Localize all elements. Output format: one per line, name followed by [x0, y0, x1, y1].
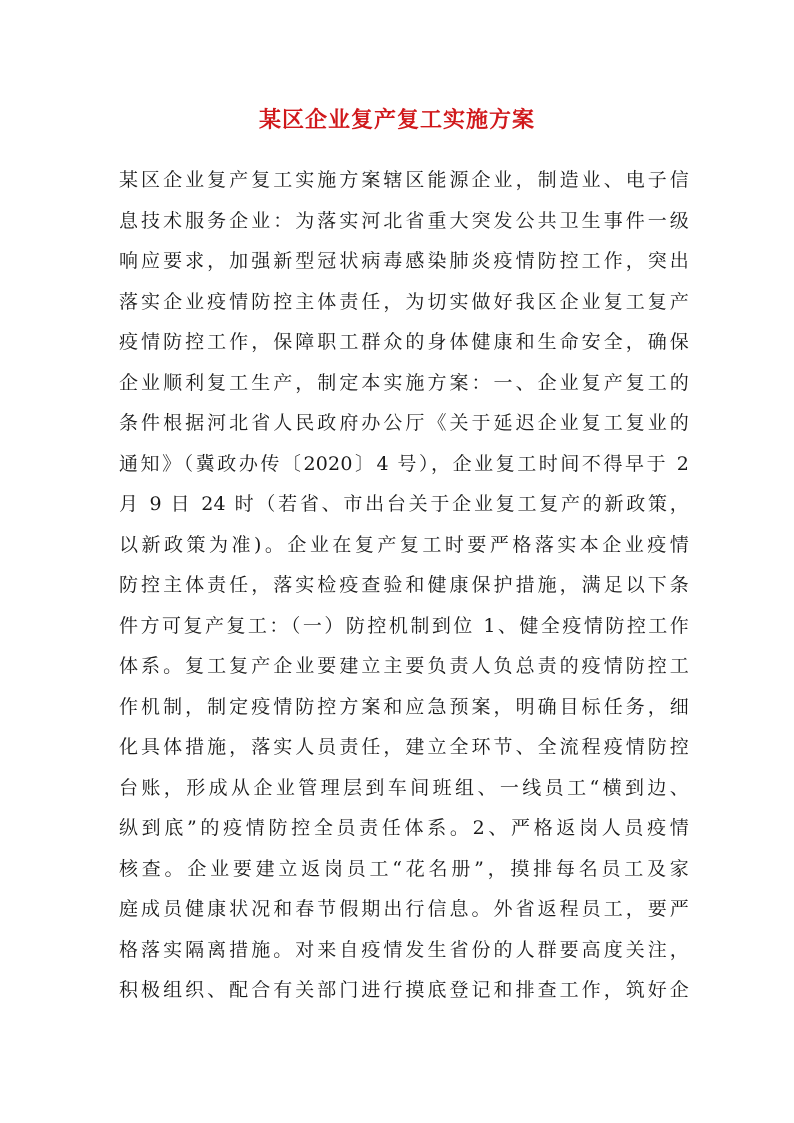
- body-line: 以新政策为准)。企业在复产复工时要严格落实本企业疫情: [119, 533, 689, 556]
- body-line: 息技术服务企业：为落实河北省重大突发公共卫生事件一级: [119, 209, 689, 232]
- body-line: 件方可复产复工：（一）防控机制到位 1、健全疫情防控工作: [119, 614, 689, 637]
- body-line: 纵到底”的疫情防控全员责任体系。2、严格返岗人员疫情: [119, 817, 689, 839]
- body-line: 核查。企业要建立返岗员工“花名册”，摸排每名员工及家: [119, 857, 689, 880]
- body-line: 台账，形成从企业管理层到车间班组、一线员工“横到边、: [119, 776, 689, 799]
- body-line: 防控主体责任，落实检疫查验和健康保护措施，满足以下条: [119, 574, 689, 596]
- body-line: 积极组织、配合有关部门进行摸底登记和排查工作，筑好企: [119, 979, 689, 1001]
- document-body: [119, 160, 689, 1011]
- body-line: 作机制，制定疫情防控方案和应急预案，明确目标任务，细: [119, 695, 689, 718]
- body-line: 庭成员健康状况和春节假期出行信息。外省返程员工，要严: [119, 898, 689, 920]
- body-line: 体系。复工复产企业要建立主要负责人负总责的疫情防控工: [119, 655, 689, 677]
- body-line: 条件根据河北省人民政府办公厅《关于延迟企业复工复业的: [119, 412, 689, 434]
- body-line: 某区企业复产复工实施方案辖区能源企业，制造业、电子信: [119, 169, 689, 191]
- body-line: 通知》（冀政办传〔2020〕4 号），企业复工时间不得早于 2: [119, 452, 689, 475]
- document-title: 某区企业复产复工实施方案: [258, 107, 535, 133]
- body-line: 化具体措施，落实人员责任，建立全环节、全流程疫情防控: [119, 736, 689, 758]
- body-line: 格落实隔离措施。对来自疫情发生省份的人群要高度关注，: [119, 938, 689, 961]
- body-line: 企业顺利复工生产，制定本实施方案：一、企业复产复工的: [119, 371, 689, 394]
- body-line: 响应要求，加强新型冠状病毒感染肺炎疫情防控工作，突出: [119, 250, 689, 272]
- body-line: 月 9 日 24 时（若省、市出台关于企业复工复产的新政策，: [119, 493, 689, 515]
- body-line: 疫情防控工作，保障职工群众的身体健康和生命安全，确保: [119, 331, 689, 353]
- body-line: 落实企业疫情防控主体责任，为切实做好我区企业复工复产: [119, 290, 689, 313]
